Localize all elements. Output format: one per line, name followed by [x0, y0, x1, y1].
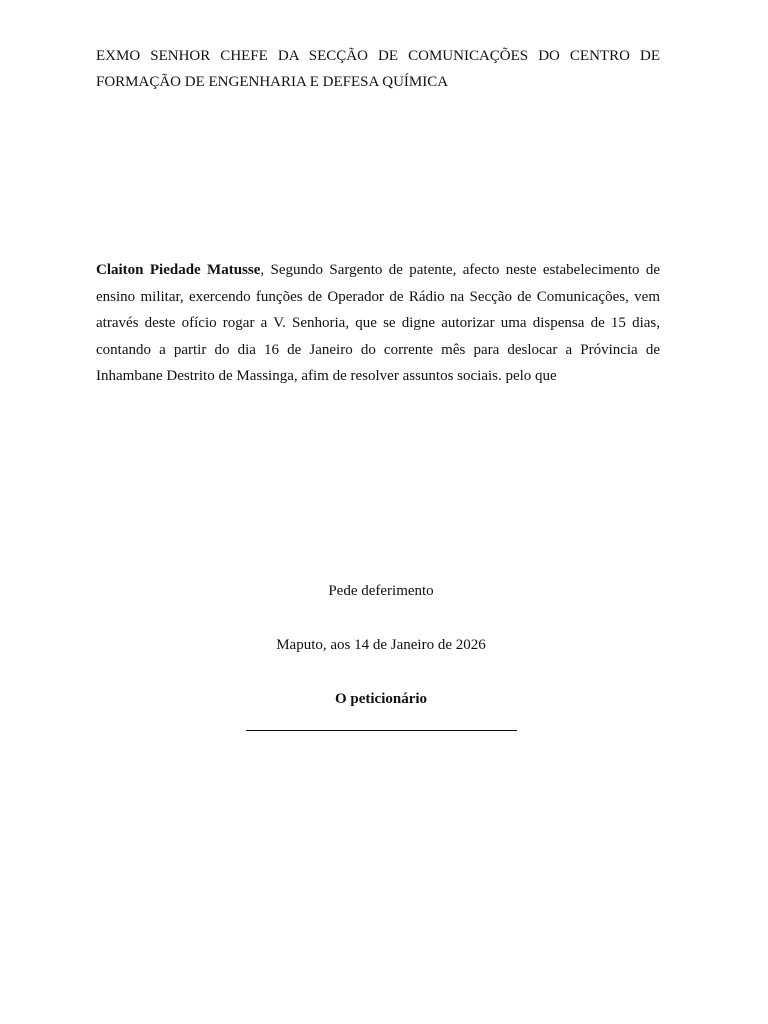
request-paragraph	[96, 257, 660, 390]
signature-line	[246, 730, 517, 731]
petitioner-name: Claiton Piedade Matusse	[96, 262, 261, 278]
closing-text: Pede deferimento	[328, 583, 434, 599]
signer-label: O peticionário	[334, 691, 428, 707]
addressee-heading: EXMO SENHOR CHEFE DA SECÇÃO DE COMUNICAÇÕES DO CENTRO DE FORMAÇÃO DE ENGENHARIA E DEFESA QUÍMICA	[96, 48, 660, 90]
request-text: , Segundo Sargento de patente, afecto neste estabelecimento de ensino militar, exercendo funções de Operador de Rádio na Secção de Comunicações, vem através deste ofício rogar a V. Senhoria, que se digne autorizar uma dispensa de 15 dias, contando a partir do dia 16 de Janeiro do corrente mês para deslocar a Próvincia de Inhambane Destrito de Massinga, afim de resolver assuntos sociais. pelo que	[96, 262, 661, 385]
place-date: Maputo, aos 14 de Janeiro de 2026	[276, 637, 486, 653]
